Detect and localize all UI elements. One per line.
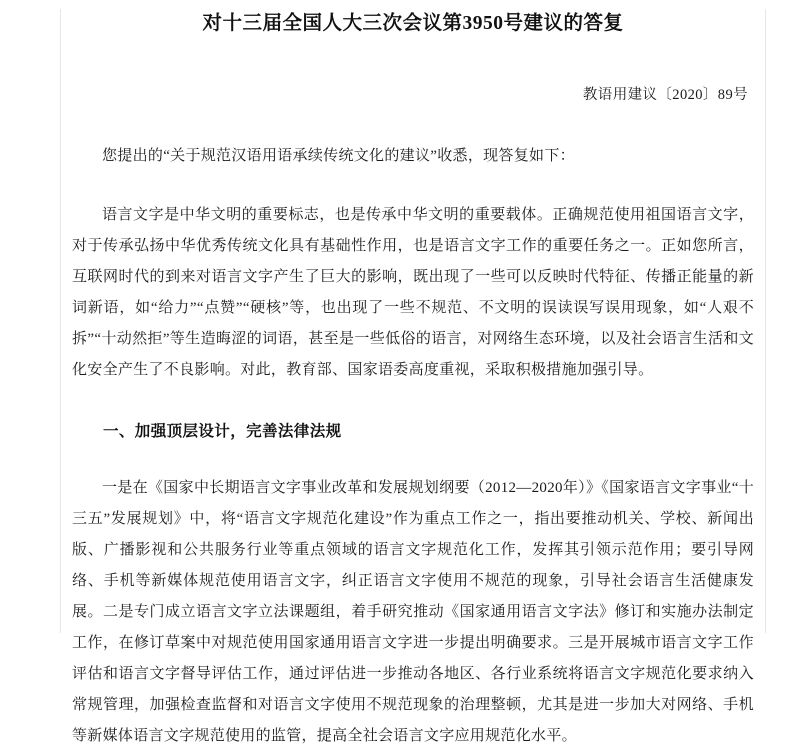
- section-heading-1: 一、加强顶层设计，完善法律法规: [103, 423, 342, 440]
- salutation-paragraph: 您提出的“关于规范汉语用语承续传统文化的建议”收悉，现答复如下：: [102, 148, 575, 164]
- document-page: [0, 9, 800, 744]
- document-number: 教语用建议〔2020〕89号: [582, 87, 748, 103]
- body-paragraph-2: 一是在《国家中长期语言文字事业改革和发展规划纲要（2012—2020年）》《国家语言文字事业“十三五”发展规划》中，将“语言文字规范化建设”作为重点工作之一，指出要推动机关、学校、新闻出版、广播影视和公共服务行业等重点领域的语言文字规范化工作，发挥其引领示范作用；要引导网络、手机等新媒体规范使用语言文字，纠正语言文字使用不规范的现象，引导社会语言生活健康发展。二是专门成立语言文字立法课题组，着手研究推动《国家通用语言文字法》修订和实施办法制定工作，在修订草案中对规范使用国家通用语言文字进一步提出明确要求。三是开展城市语言文字工作评估和语言文字督导评估工作，通过评估进一步推动各地区、各行业系统将语言文字规范化要求纳入常规管理，加强检查监督和对语言文字使用不规范现象的治理整顿，尤其是进一步加大对网络、手机等新媒体语言文字规范使用的监管，提高全社会语言文字应用规范化水平。: [72, 480, 754, 744]
- body-paragraph-1: 语言文字是中华文明的重要标志，也是传承中华文明的重要载体。正确规范使用祖国语言文字，对于传承弘扬中华优秀传统文化具有基础性作用，也是语言文字工作的重要任务之一。正如您所言，互联网时代的到来对语言文字产生了巨大的影响，既出现了一些可以反映时代特征、传播正能量的新词新语，如“给力”“点赞”“硬核”等，也出现了一些不规范、不文明的误读误写误用现象，如“人艰不拆”“十动然拒”等生造晦涩的词语，甚至是一些低俗的语言，对网络生态环境，以及社会语言生活和文化安全产生了不良影响。对此，教育部、国家语委高度重视，采取积极措施加强引导。: [72, 207, 754, 378]
- document-content: [0, 9, 800, 752]
- page-title: 对十三届全国人大三次会议第3950号建议的答复: [202, 13, 624, 34]
